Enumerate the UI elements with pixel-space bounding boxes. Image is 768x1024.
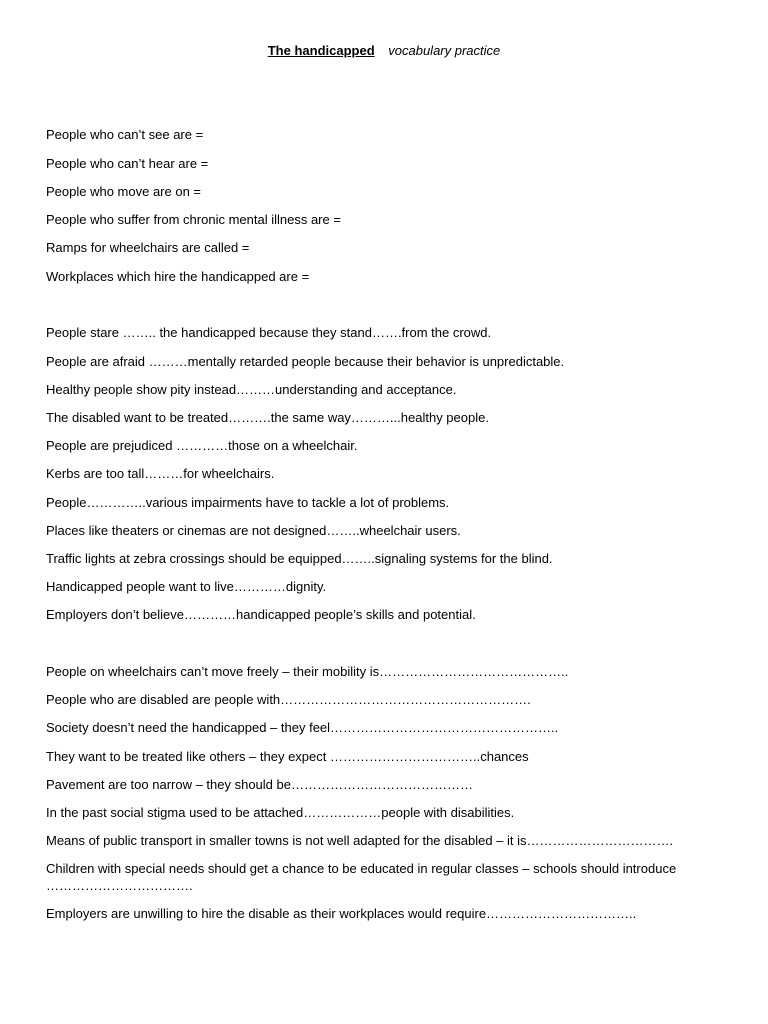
question-line: People are prejudiced …………those on a wheelchair. <box>46 438 358 453</box>
question-line: People are afraid ………mentally retarded people because their behavior is unpredictable. <box>46 354 565 369</box>
question-line: Places like theaters or cinemas are not designed……..wheelchair users. <box>46 523 461 538</box>
question-line: People on wheelchairs can’t move freely – their mobility is…………………………………….. <box>46 664 569 679</box>
question-line: Employers don’t believe…………handicapped people’s skills and potential. <box>46 607 476 622</box>
question-line: Employers are unwilling to hire the disable as their workplaces would require…………………………….. <box>46 906 637 921</box>
question-line: People who are disabled are people with…………………………………………………. <box>46 692 531 707</box>
question-line: People who can’t see are = <box>46 127 204 142</box>
question-line: In the past social stigma used to be attached………………people with disabilities. <box>46 805 515 820</box>
question-line: Pavement are too narrow – they should be…………………………………… <box>46 777 473 792</box>
question-line: Kerbs are too tall………for wheelchairs. <box>46 466 275 481</box>
question-line: People who move are on = <box>46 184 202 199</box>
page-title <box>0 43 768 59</box>
question-line: Means of public transport in smaller towns is not well adapted for the disabled – it is……………………………. <box>46 833 674 848</box>
question-line: They want to be treated like others – they expect ……………………………..chances <box>46 749 529 764</box>
question-line: Workplaces which hire the handicapped are = <box>46 269 310 284</box>
question-line: Handicapped people want to live…………dignity. <box>46 579 327 594</box>
question-line: People who can’t hear are = <box>46 156 209 171</box>
title-main: The handicapped <box>267 43 375 58</box>
question-line: Society doesn’t need the handicapped – they feel…………………………………………….. <box>46 720 559 735</box>
question-line: People…………..various impairments have to tackle a lot of problems. <box>46 495 450 510</box>
question-line: Traffic lights at zebra crossings should be equipped……..signaling systems for the blind. <box>46 551 553 566</box>
question-line: Healthy people show pity instead………understanding and acceptance. <box>46 382 457 397</box>
question-line: Ramps for wheelchairs are called = <box>46 240 250 255</box>
question-line: Children with special needs should get a chance to be educated in regular classes – schools should introduce ……………………………. <box>46 861 677 893</box>
title-subtitle: vocabulary practice <box>388 43 501 58</box>
question-line: People stare …….. the handicapped because they stand…….from the crowd. <box>46 325 492 340</box>
question-line: People who suffer from chronic mental illness are = <box>46 212 341 227</box>
question-line: The disabled want to be treated……….the same way………...healthy people. <box>46 410 489 425</box>
